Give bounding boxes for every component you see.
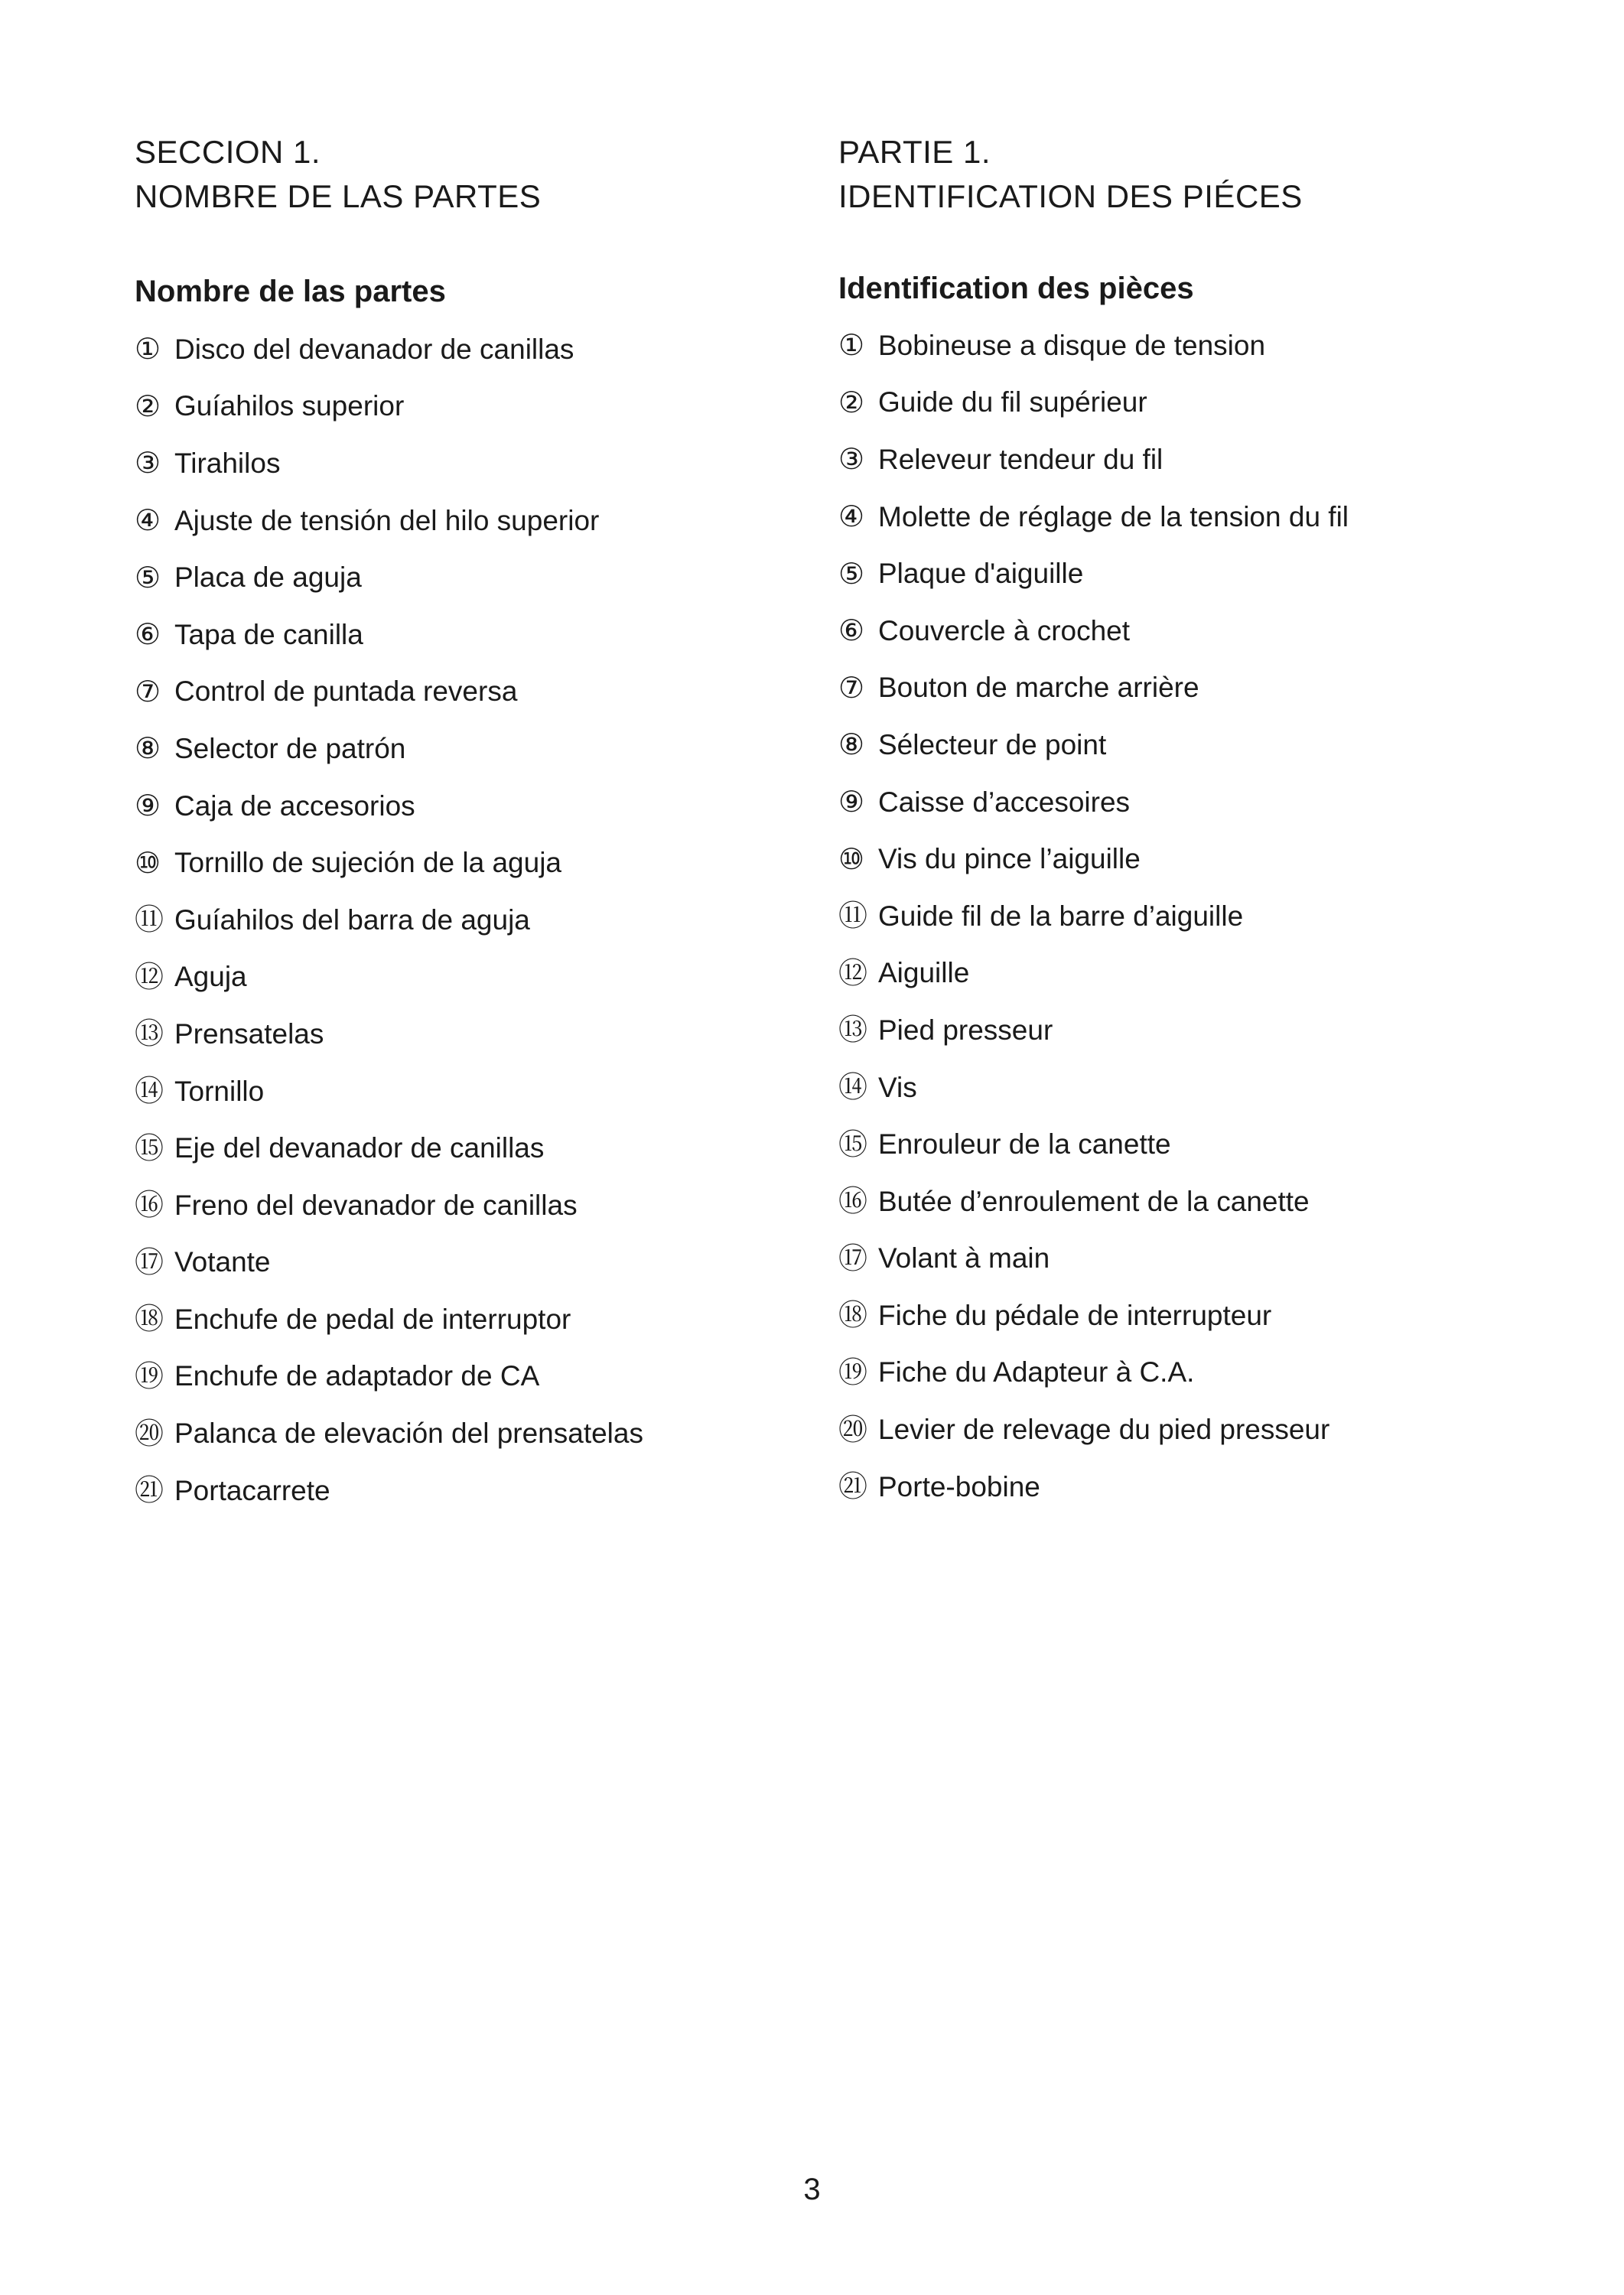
list-item <box>135 492 823 549</box>
item-number: ㉑ <box>838 1470 868 1504</box>
item-number: ④ <box>838 500 865 534</box>
item-number: ⑯ <box>135 1188 164 1222</box>
item-label: Bobineuse a disque de tension <box>878 329 1266 361</box>
item-label: Control de puntada reversa <box>174 675 518 708</box>
item-label: Aguja <box>174 961 247 993</box>
spanish-section-line2: NOMBRE DE LAS PARTES <box>135 178 542 214</box>
spanish-column <box>135 130 823 1519</box>
item-number: ⑱ <box>838 1298 868 1333</box>
item-number: ② <box>838 385 865 419</box>
item-label: Vis <box>878 1071 917 1103</box>
item-number: ⑯ <box>838 1184 868 1219</box>
list-item <box>135 435 823 492</box>
list-item <box>838 1115 1527 1173</box>
list-item <box>135 549 823 606</box>
item-number: ⑲ <box>135 1359 164 1393</box>
list-item <box>135 378 823 435</box>
list-item <box>838 545 1527 602</box>
item-number: ⑮ <box>838 1127 868 1161</box>
page-number: 3 <box>803 2173 821 2206</box>
spanish-section-line1: SECCION 1. <box>135 134 321 170</box>
list-item <box>135 1119 823 1177</box>
item-number: ⑰ <box>838 1241 868 1275</box>
list-item <box>135 834 823 891</box>
item-label: Butée d’enroulement de la canette <box>878 1185 1310 1217</box>
item-label: Tornillo de sujeción de la aguja <box>174 847 562 879</box>
item-label: Placa de aguja <box>174 562 362 594</box>
list-item <box>838 1001 1527 1059</box>
item-number: ② <box>135 389 161 423</box>
list-item <box>838 716 1527 773</box>
list-item <box>838 1230 1527 1287</box>
french-section-line2: IDENTIFICATION DES PIÉCES <box>838 178 1303 214</box>
item-number: ① <box>838 328 865 363</box>
item-number: ㉑ <box>135 1473 164 1508</box>
list-item <box>838 887 1527 945</box>
list-item <box>838 431 1527 488</box>
item-number: ⑤ <box>838 556 865 591</box>
item-label: Aiguille <box>878 957 970 989</box>
item-label: Eje del devanador de canillas <box>174 1132 545 1164</box>
list-item <box>135 1234 823 1291</box>
french-section-title <box>838 130 1527 219</box>
item-number: ⑤ <box>135 560 161 594</box>
item-number: ⑨ <box>838 785 865 819</box>
item-number: ⑧ <box>838 728 865 762</box>
item-number: ⑰ <box>135 1245 164 1279</box>
item-number: ⑭ <box>135 1074 164 1108</box>
item-label: Bouton de marche arrière <box>878 672 1199 704</box>
item-number: ⑪ <box>135 903 164 937</box>
spanish-parts-list <box>135 321 823 1519</box>
item-label: Ajuste de tensión del hilo superior <box>174 504 600 536</box>
item-number: ⑮ <box>135 1131 164 1165</box>
item-label: Prensatelas <box>174 1017 324 1050</box>
item-number: ⑥ <box>838 614 865 648</box>
item-number: ⑬ <box>838 1013 868 1047</box>
list-item <box>838 659 1527 717</box>
list-item <box>838 830 1527 887</box>
item-number: ⑩ <box>838 842 865 876</box>
item-label: Enrouleur de la canette <box>878 1128 1171 1161</box>
item-label: Caja de accesorios <box>174 789 415 822</box>
list-item <box>838 1401 1527 1458</box>
list-item <box>135 321 823 378</box>
list-item <box>135 1063 823 1120</box>
list-item <box>838 1287 1527 1344</box>
list-item <box>838 488 1527 545</box>
spanish-subtitle: Nombre de las partes <box>135 275 446 308</box>
item-number: ⑲ <box>838 1355 868 1389</box>
item-label: Fiche du pédale de interrupteur <box>878 1299 1272 1331</box>
list-item <box>135 777 823 835</box>
item-label: Fiche du Adapteur à C.A. <box>878 1356 1195 1388</box>
item-label: Volant à main <box>878 1242 1050 1274</box>
item-label: Releveur tendeur du fil <box>878 443 1163 475</box>
list-item <box>838 773 1527 831</box>
item-label: Vis du pince l’aiguille <box>878 843 1141 875</box>
list-item <box>135 1405 823 1462</box>
list-item <box>135 949 823 1006</box>
item-label: Enchufe de adaptador de CA <box>174 1360 540 1392</box>
item-label: Freno del devanador de canillas <box>174 1189 578 1221</box>
list-item <box>135 720 823 777</box>
item-label: Votante <box>174 1246 271 1278</box>
list-item <box>838 317 1527 374</box>
item-number: ⑳ <box>135 1416 164 1450</box>
item-label: Guide fil de la barre d’aiguille <box>878 900 1244 932</box>
list-item <box>135 891 823 949</box>
item-label: Enchufe de pedal de interruptor <box>174 1303 571 1335</box>
list-item <box>135 1177 823 1234</box>
list-item <box>135 1291 823 1348</box>
item-number: ⑦ <box>135 674 161 708</box>
item-label: Plaque d'aiguille <box>878 558 1084 590</box>
item-label: Levier de relevage du pied presseur <box>878 1414 1330 1446</box>
item-label: Tirahilos <box>174 447 281 479</box>
item-number: ③ <box>135 446 161 480</box>
item-number: ① <box>135 332 161 366</box>
item-label: Molette de réglage de la tension du fil <box>878 500 1349 532</box>
list-item <box>135 663 823 721</box>
item-number: ⑭ <box>838 1070 868 1105</box>
french-column <box>838 130 1527 1515</box>
item-number: ⑫ <box>838 955 868 990</box>
list-item <box>838 1173 1527 1230</box>
item-label: Palanca de elevación del prensatelas <box>174 1418 643 1450</box>
item-number: ⑦ <box>838 670 865 705</box>
item-number: ⑱ <box>135 1302 164 1336</box>
list-item <box>838 1344 1527 1401</box>
item-label: Caisse d’accesoires <box>878 786 1131 818</box>
item-number: ③ <box>838 442 865 477</box>
list-item <box>838 1059 1527 1116</box>
item-number: ⑧ <box>135 731 161 766</box>
item-label: Selector de patrón <box>174 732 406 764</box>
list-item <box>135 1348 823 1405</box>
item-number: ④ <box>135 503 161 538</box>
french-section-line1: PARTIE 1. <box>838 134 991 170</box>
french-subtitle: Identification des pièces <box>838 272 1194 305</box>
item-number: ⑬ <box>135 1017 164 1051</box>
list-item <box>135 1005 823 1063</box>
list-item <box>838 602 1527 659</box>
item-label: Couvercle à crochet <box>878 614 1131 646</box>
item-number: ⑪ <box>838 899 868 933</box>
item-label: Portacarrete <box>174 1474 330 1506</box>
list-item <box>135 606 823 663</box>
item-number: ⑩ <box>135 845 161 880</box>
item-label: Porte-bobine <box>878 1470 1040 1502</box>
list-item <box>838 945 1527 1002</box>
list-item <box>838 374 1527 431</box>
item-label: Guíahilos superior <box>174 390 405 422</box>
item-number: ⑥ <box>135 617 161 652</box>
list-item <box>135 1462 823 1519</box>
french-parts-list <box>838 317 1527 1515</box>
item-label: Pied presseur <box>878 1014 1053 1046</box>
spanish-section-title <box>135 130 823 219</box>
list-item <box>838 1458 1527 1515</box>
item-number: ⑳ <box>838 1412 868 1447</box>
item-label: Tornillo <box>174 1075 265 1107</box>
item-label: Guide du fil supérieur <box>878 386 1147 418</box>
item-label: Guíahilos del barra de aguja <box>174 903 530 936</box>
item-number: ⑫ <box>135 959 164 994</box>
item-label: Disco del devanador de canillas <box>174 333 574 365</box>
item-number: ⑨ <box>135 789 161 823</box>
item-label: Tapa de canilla <box>174 618 363 650</box>
item-label: Sélecteur de point <box>878 728 1107 760</box>
